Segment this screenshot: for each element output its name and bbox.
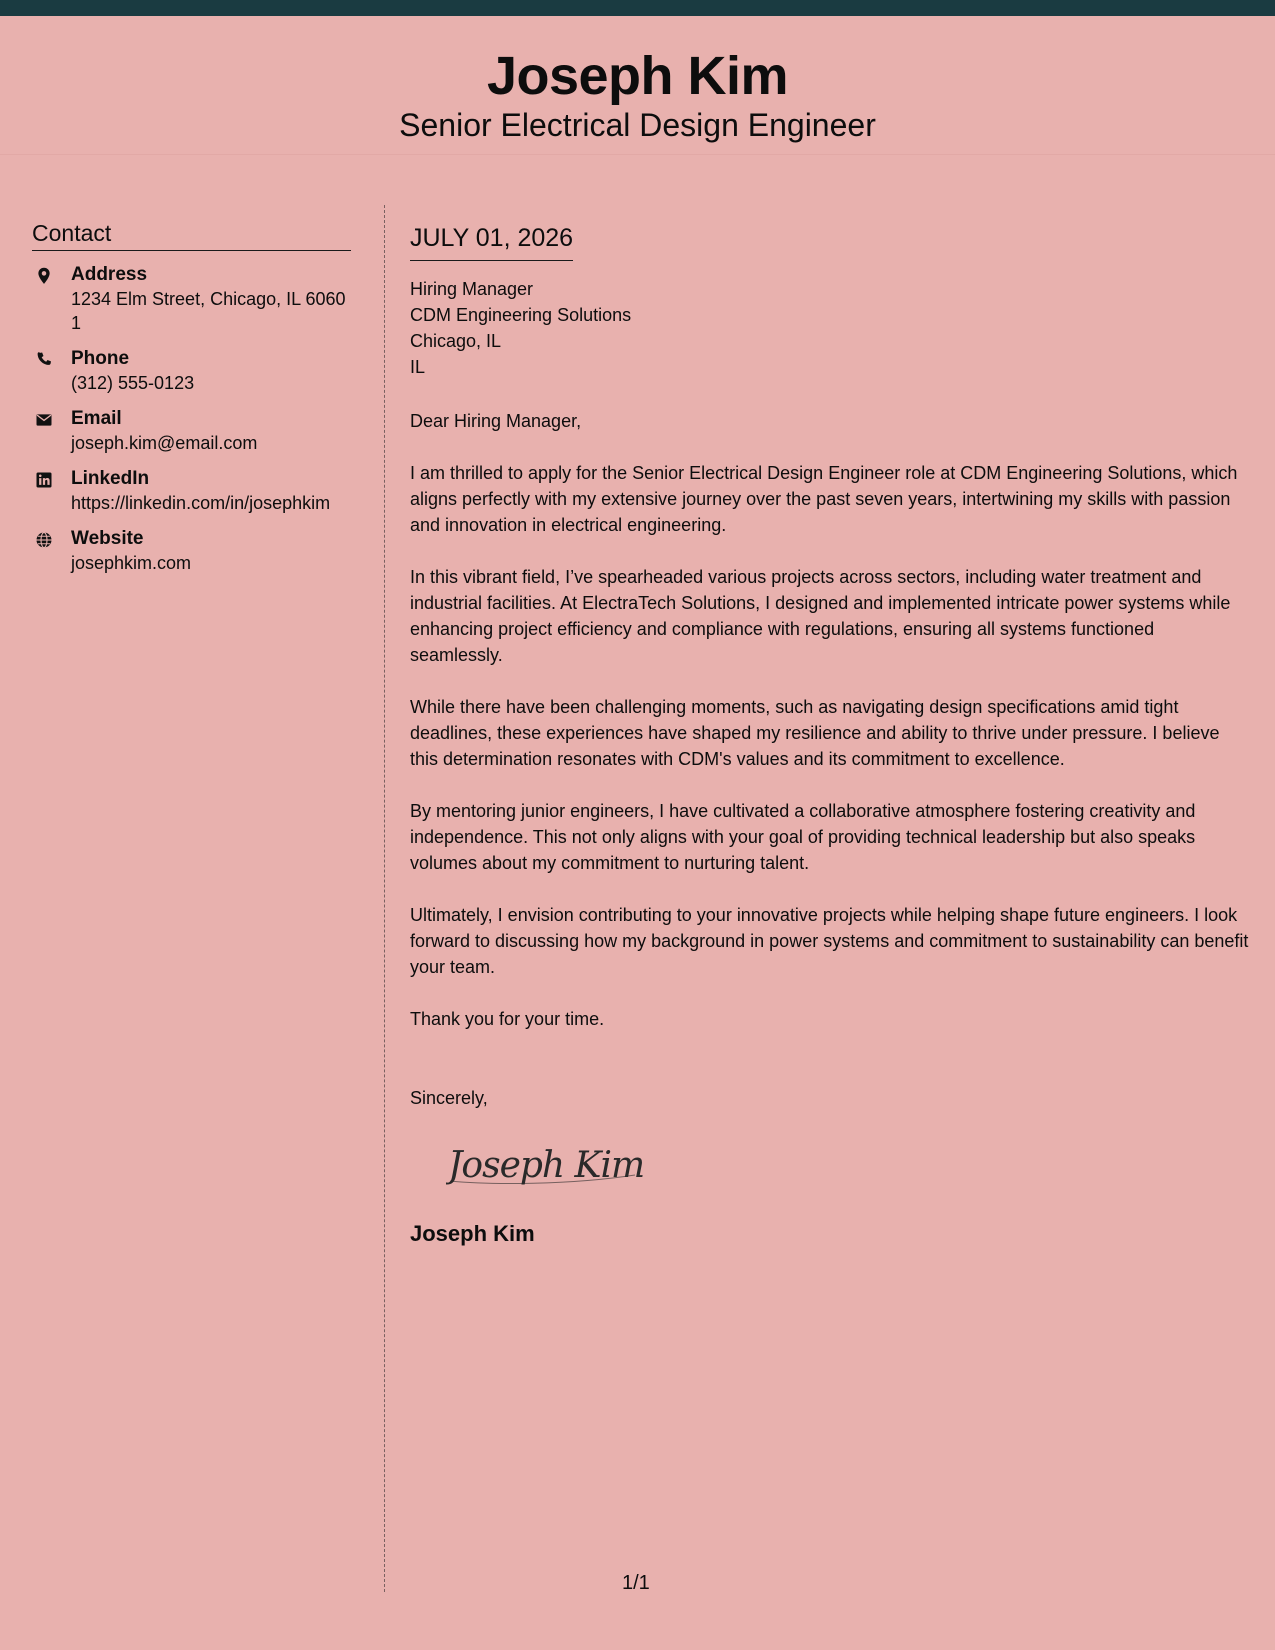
map-pin-icon [35,267,53,285]
linkedin-icon [35,471,53,489]
contact-value[interactable]: josephkim.com [71,553,192,573]
contact-sidebar [32,218,351,575]
contact-email [32,407,351,455]
body-paragraph: Thank you for your time. [410,1009,605,1029]
contact-value[interactable]: https://linkedin.com/in/josephkim [71,493,331,513]
contact-address [32,263,351,335]
contact-website [32,527,351,575]
column-divider [384,205,385,1592]
body-paragraph: Ultimately, I envision contributing to your innovative projects while helping shape future engineers. I look forward to discussing how my background in power systems and commitment to sustainability can benefit your team. [410,905,1249,977]
page-number: 1/1 [622,1572,650,1594]
recipient-line: Hiring Manager [410,279,534,299]
contact-linkedin [32,467,351,515]
closing: Sincerely, [410,1088,488,1108]
body-paragraph: I am thrilled to apply for the Senior Electrical Design Engineer role at CDM Engineering Solutions, which aligns perfectly with my extensive journey over the past seven years, intertwining my skills with passion and innovation in electrical engineering. [410,463,1238,535]
contact-value: 1234 Elm Street, Chicago, IL 60601 [71,289,346,333]
contact-phone [32,347,351,395]
body-paragraph: By mentoring junior engineers, I have cultivated a collaborative atmosphere fostering creativity and independence. This not only aligns with your goal of providing technical leadership but also speaks volumes about my commitment to nurturing talent. [410,801,1196,873]
body-paragraph: While there have been challenging moments, such as navigating design specifications amid tight deadlines, these experiences have shaped my resilience and ability to thrive under pressure. I believe this determination resonates with CDM's values and its commitment to excellence. [410,697,1220,769]
recipient-block [410,276,1250,380]
signer-name: Joseph Kim [410,1221,535,1246]
applicant-name: Joseph Kim [486,46,789,106]
top-accent-bar [0,0,1275,16]
contact-value: (312) 555-0123 [71,373,195,393]
envelope-icon [35,411,53,429]
applicant-title: Senior Electrical Design Engineer [399,107,876,143]
handwritten-signature [446,1135,646,1191]
salutation: Dear Hiring Manager, [410,411,582,431]
contact-value: joseph.kim@email.com [71,433,258,453]
contact-label: Address [71,264,148,285]
recipient-line: CDM Engineering Solutions [410,305,632,325]
contact-heading: Contact [32,218,351,251]
recipient-line: Chicago, IL [410,331,502,351]
letter-date: JULY 01, 2026 [410,220,573,261]
contact-label: LinkedIn [71,468,150,489]
phone-icon [35,351,53,369]
body-paragraph: In this vibrant field, I’ve spearheaded various projects across sectors, including water treatment and industrial facilities. At ElectraTech Solutions, I designed and implemented intricate power systems while enhancing project efficiency and compliance with regulations, ensuring all systems functioned seamlessly. [410,567,1231,665]
letter-body [410,218,1250,1248]
page-header [0,16,1275,155]
contact-label: Phone [71,348,130,369]
signature-text: Joseph Kim [448,1145,645,1186]
contact-label: Email [71,408,122,429]
contact-label: Website [71,528,144,549]
globe-icon [35,531,53,549]
recipient-line: IL [410,357,426,377]
